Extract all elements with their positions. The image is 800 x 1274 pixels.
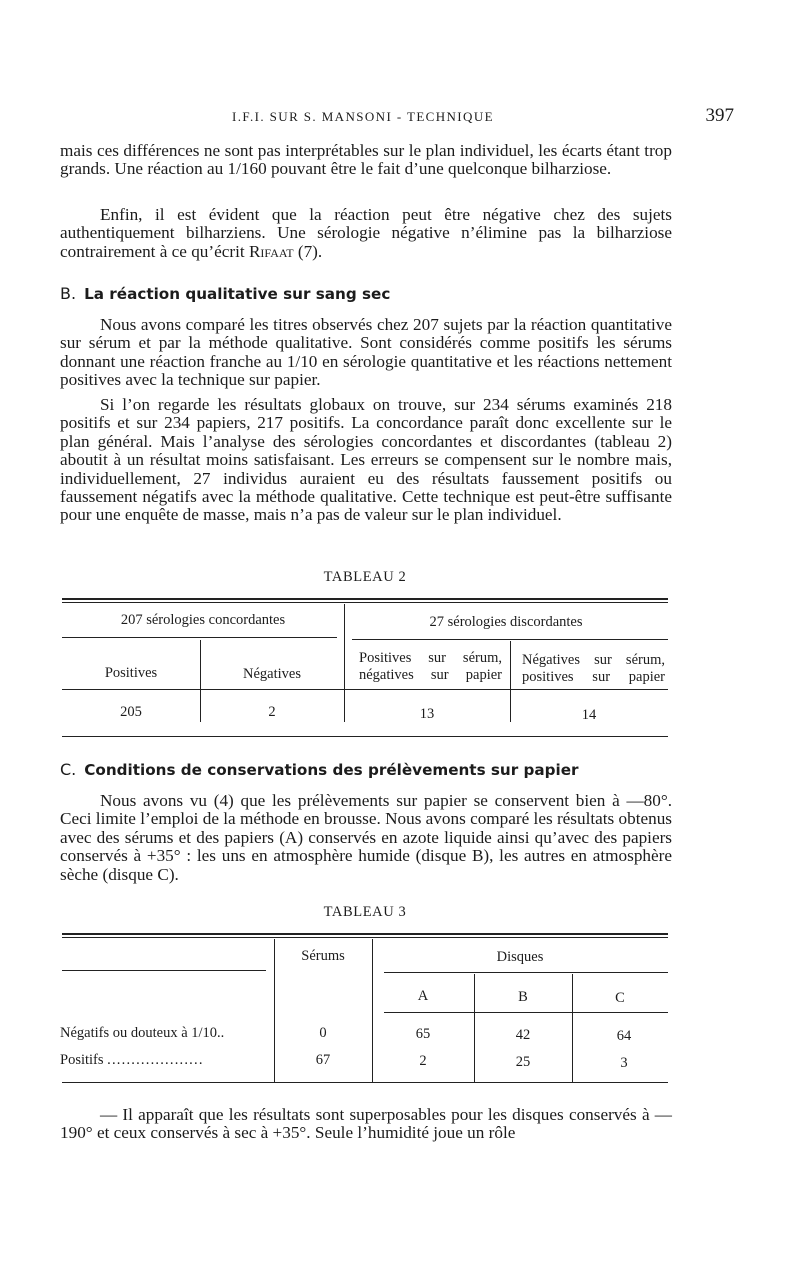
- section-c-title: Conditions de conservations des prélèvements sur papier: [84, 761, 579, 779]
- table-3-header-rule: [384, 1012, 668, 1013]
- table-3-row-negatifs-serums: 0: [319, 1025, 327, 1041]
- paragraph-1: [60, 142, 672, 179]
- table-3-row-positifs-a: 2: [419, 1053, 427, 1069]
- table-3-col-c: C: [615, 990, 625, 1006]
- section-b-title: La réaction qualitative sur sang sec: [84, 285, 391, 303]
- table-3-top-rule: [62, 933, 668, 935]
- leader-dots: ....................: [107, 1052, 204, 1068]
- table-3-row-negatifs-label: Négatifs ou douteux à 1/10..: [60, 1025, 225, 1041]
- table-2-top-rule-thin: [62, 602, 668, 603]
- section-c-heading: [60, 760, 700, 779]
- section-b-heading: [60, 284, 700, 303]
- table-2-value-disc1: 13: [419, 706, 435, 722]
- paragraph-4: [60, 396, 672, 525]
- table-3-row-positifs-label: [60, 1052, 272, 1069]
- paragraph-2-end: (7).: [297, 241, 323, 261]
- table-3-row-positifs-b: 25: [515, 1054, 531, 1070]
- table-3-row-negatifs-a: 65: [415, 1026, 431, 1042]
- table-3-top-rule-thin: [62, 937, 668, 938]
- paragraph-2: [60, 206, 672, 261]
- table-3-rule-disques: [384, 972, 668, 973]
- paragraph-3-text: Nous avons comparé les titres observés chez 207 sujets par la réaction quantitative sur sérum et par la méthode qualitative. Sont considérés comme positifs les sérums donnant une réaction franche au 1/10 en sérologie quantitative et les réactions nettement positives avec la technique sur papier.: [60, 315, 672, 390]
- section-b-letter: B.: [60, 284, 77, 303]
- author-citation: Rifaat: [248, 241, 294, 261]
- table-3-col-a: A: [417, 988, 429, 1004]
- table-3-row-positifs-c: 3: [620, 1055, 628, 1071]
- table-3-row-positifs-serums: 67: [315, 1052, 331, 1068]
- table-3-col-b: B: [518, 989, 528, 1005]
- table-3-col-disques: Disques: [496, 949, 544, 965]
- table-2-group-discordant: 27 sérologies discordantes: [429, 614, 583, 630]
- table-2-bottom-rule: [62, 736, 668, 737]
- table-3-row-negatifs-b: 42: [515, 1027, 531, 1043]
- table-2-rule-concordant: [62, 637, 337, 638]
- table-2-col-disc2: Négatives sur sérum, positives sur papier: [522, 652, 665, 685]
- section-c-letter: C.: [60, 760, 77, 779]
- table-2-value-negatives: 2: [268, 704, 276, 720]
- running-title: I.F.I. SUR S. MANSONI - TECHNIQUE: [232, 109, 494, 124]
- paragraph-5-text: Nous avons vu (4) que les prélèvements sur papier se conservent bien à —80°. Ceci limite l’emploi de la méthode en brousse. Nous avons comparé les résultats obtenus avec des sérums et des papiers (A) conservés en azote liquide ainsi qu’avec des papiers conservés à +35° : les uns en atmosphère humide (disque B), les autres en atmosphère sèche (disque C).: [60, 791, 672, 884]
- table-3-bottom-rule: [62, 1082, 668, 1083]
- paragraph-2-body: Enfin, il est évident que la réaction peut être négative chez des sujets authentiquement bilharziens. Une sérologie négative n’élimine pas la bilharziose contrairement à ce qu’écrit: [60, 205, 672, 261]
- paragraph-6: [60, 1106, 672, 1143]
- running-head: [60, 107, 740, 129]
- table-2-col-negatives: Négatives: [243, 666, 301, 682]
- table-3-row-negatifs-c: 64: [616, 1028, 632, 1044]
- table-3-col-serums: Sérums: [301, 948, 345, 964]
- paragraph-5: [60, 792, 672, 884]
- table-2-header-rule: [62, 689, 668, 690]
- table-3-title: TABLEAU 3: [323, 904, 407, 920]
- table-3-rule-label: [62, 970, 266, 971]
- paragraph-4-text: Si l’on regarde les résultats globaux on trouve, sur 234 sérums examinés 218 positifs et sur 234 papiers, 217 positifs. La concordance paraît donc excellente sur le plan général. Mais l’analyse des sérologies concordantes et discordantes (tableau 2) aboutit à un résultat moins satisfaisant. Les erreurs se compensent sur le nombre mais, individuellement, 27 individus auraient eu des résultats faussement positifs ou faussement négatifs avec la méthode qualitative. Cette technique est peut-être suffisante pour une enquête de masse, mais n’a pas de valeur sur le plan individuel.: [60, 395, 672, 525]
- table-3-row-positifs-text: Positifs: [60, 1052, 104, 1068]
- page-number: 397: [705, 105, 734, 126]
- paragraph-2-text: [60, 206, 672, 261]
- paragraph-1-text: mais ces différences ne sont pas interprétables sur le plan individuel, les écarts étant trop grands. Une réaction au 1/160 pouvant être le fait d’une quelconque bilharziose.: [60, 141, 672, 179]
- paragraph-6-text: — Il apparaît que les résultats sont superposables pour les disques conservés à —190° et ceux conservés à sec à +35°. Seule l’humidité joue un rôle: [60, 1105, 672, 1143]
- table-2-top-rule: [62, 598, 668, 600]
- table-2-col-disc1: Positives sur sérum, négatives sur papier: [359, 650, 502, 683]
- table-2-rule-discordant: [352, 639, 668, 640]
- table-2-title: TABLEAU 2: [323, 569, 407, 585]
- table-2-value-positives: 205: [120, 704, 142, 720]
- table-2-col-positives: Positives: [104, 665, 158, 681]
- table-2-value-disc2: 14: [581, 707, 597, 723]
- table-2-group-concordant: 207 sérologies concordantes: [120, 612, 286, 628]
- paragraph-3: [60, 316, 672, 390]
